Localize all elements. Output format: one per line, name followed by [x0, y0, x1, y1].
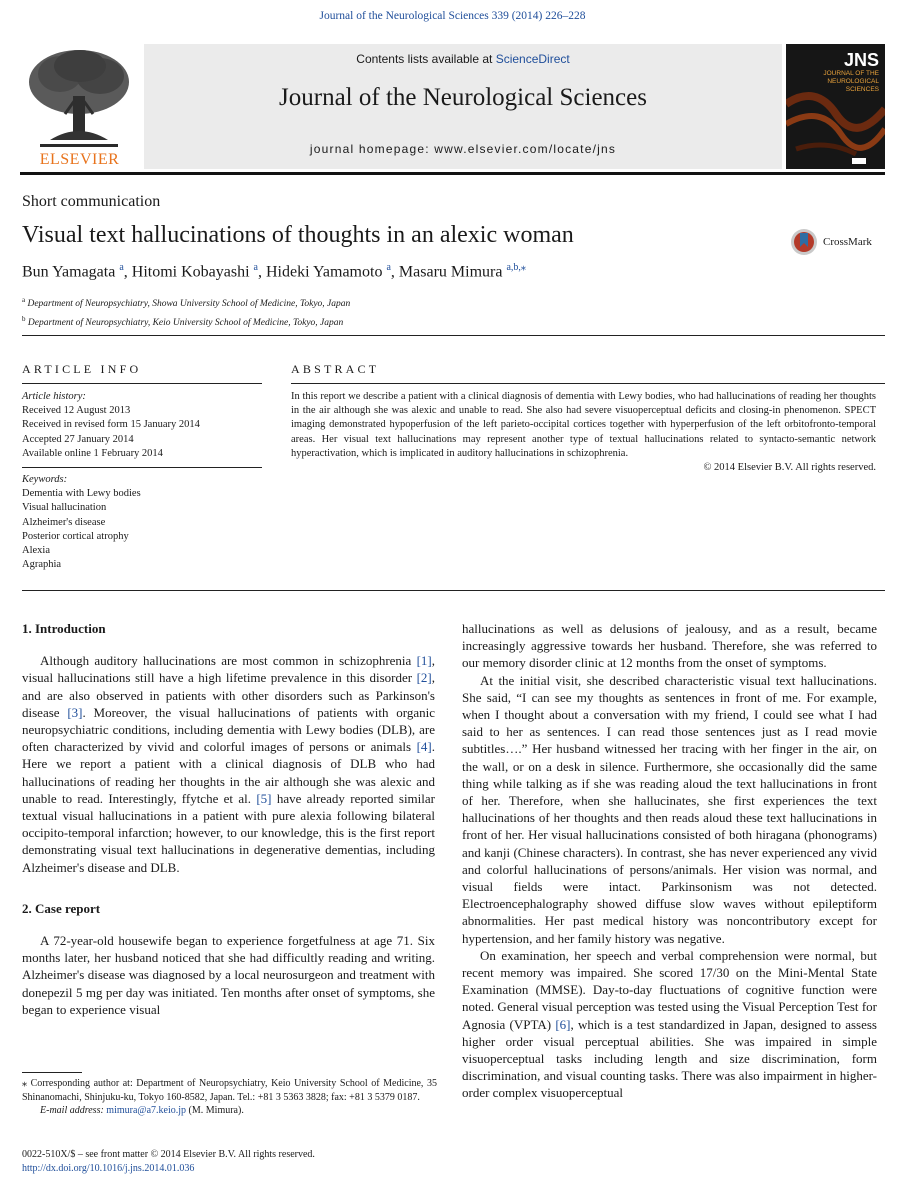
- crossmark-badge[interactable]: [790, 228, 872, 256]
- crossmark-label: CrossMark: [823, 236, 872, 248]
- text-run: On examination, her speech and verbal comprehension were normal, but recent memory was impaired. She scored 17/30 on the Mini-Mental State Examination (MMSE). Day-to-day fluctuations of cognitive function were noted. General visual perception was tested using the Visual Perception Test for Agnosia (VPTA): [462, 947, 877, 1032]
- affiliation-mark: b: [22, 315, 26, 324]
- left-column: [22, 620, 435, 1018]
- introduction-paragraph: [22, 652, 435, 876]
- author-affil-mark[interactable]: a: [119, 262, 124, 273]
- text-run: . Here we report a patient with a clinical diagnosis of DLB who had hallucinations of reading her thoughts in the air although she was alexic and unable to read. Interestingly, ffytche et al.: [22, 739, 435, 806]
- case-report-heading: 2. Case report: [22, 900, 101, 916]
- footnote-text: ⁎ Corresponding author at: Department of Neuropsychiatry, Keio University School of Medicine, 35 Shinanomachi, Shinjuku-ku, Tokyo 160-8582, Japan. Tel.: +81 3 5363 3828; fax: +81 3 5379 0187.: [22, 1078, 437, 1103]
- author-name[interactable]: Bun Yamagata: [22, 263, 120, 281]
- header-divider: [20, 172, 885, 175]
- text-run: , which is a test standardized in Japan, designed to assess higher order visual perceptual abilities. She was impaired in simple visuoperceptual tasks including length and size discrimination, form discrimination, and visual counting tasks. There was also impairment in higher-order complex visuoperceptual: [462, 1016, 877, 1101]
- affiliation-item: [22, 312, 350, 331]
- footnote-divider: [22, 1072, 82, 1073]
- body-paragraph: At the initial visit, she described characteristic visual text hallucinations. She said, “I can see my thoughts as sentences in front of me. For example, when I thought about a conversation with my friend, I could see what I had said to her as sentences. I can read those sentences just as I read movie subtitles….” Her husband witnessed her tracing with her finger in the air, on the wall, or on a desk in silence. Furthermore, she occasionally did the same thing while talking as if she was reading aloud the text hallucinations in front of her. Therefore, when she hallucinates, she first experiences the text hallucinations of her thoughts and then reads aloud these text hallucinations in front of her. Her visual hallucinations consisted of both hiragana (phonograms) and kanji (Chinese characters). In contrast, she has never experienced any vivid and colorful hallucinations of persons/animals. Her vision was normal, and visual fields were intact. Parkinsonism was not detected. Electroencephalography showed diffuse slow waves without epileptiform abnormalities. Her past medical history was noncontributory except for hypertension, and her family history was negative.: [462, 672, 877, 946]
- page-footer: [22, 1148, 315, 1175]
- article-type: Short communication: [22, 193, 161, 210]
- body-paragraph: hallucinations as well as delusions of jealousy, and as a result, became increasingly aggressive towards her husband. Therefore, she was referred to our memory disorder clinic at 12 months from the onset of symptoms.: [462, 621, 877, 671]
- citation-link[interactable]: [1]: [416, 653, 432, 669]
- abstract-rule: [291, 383, 885, 384]
- affiliation-mark: a: [22, 296, 26, 304]
- text-run: , and are also observed in patients with other disorders such as Parkinson's disease: [22, 670, 435, 720]
- body-paragraph: [462, 947, 877, 1102]
- abstract-body: [291, 390, 876, 475]
- text-run: Although auditory hallucinations are most common in schizophrenia: [40, 653, 417, 669]
- author-list: [22, 262, 526, 281]
- corresponding-author-footnote: [22, 1077, 437, 1118]
- history-item: Received 12 August 2013: [22, 405, 131, 417]
- citation-link[interactable]: [6]: [555, 1016, 571, 1032]
- journal-cover: [786, 44, 885, 169]
- keyword-item: Alzheimer's disease: [22, 516, 106, 528]
- article-info: [22, 390, 262, 572]
- history-item: Accepted 27 January 2014: [22, 433, 134, 445]
- introduction-heading: 1. Introduction: [22, 621, 106, 636]
- author-name[interactable]: , Masaru Mimura: [390, 263, 507, 281]
- text-run: . Moreover, the visual hallucinations of patients with organic neuropsychiatric conditions, including dementia with Lewy bodies (DLB), are often characterized by vivid and colorful images of persons or animals: [22, 704, 435, 755]
- contents-line: [144, 52, 782, 66]
- keyword-item: Dementia with Lewy bodies: [22, 488, 141, 500]
- history-label: Article history:: [22, 391, 86, 402]
- citation-link[interactable]: [3]: [67, 704, 83, 720]
- email-suffix: (M. Mimura).: [186, 1105, 244, 1116]
- footnote-email: [22, 1104, 437, 1118]
- affiliation-text: Department of Neuropsychiatry, Showa University School of Medicine, Tokyo, Japan: [27, 299, 351, 310]
- journal-reference[interactable]: Journal of the Neurological Sciences 339 (2014) 226–228: [319, 10, 586, 22]
- article-info-heading: ARTICLE INFO: [22, 362, 142, 376]
- citation-link[interactable]: [5]: [256, 790, 272, 806]
- publisher-name: ELSEVIER: [39, 151, 120, 168]
- body-divider: [22, 590, 885, 591]
- affiliations: [22, 293, 350, 331]
- email-link[interactable]: mimura@a7.keio.jp: [106, 1105, 187, 1116]
- contents-prefix: Contents lists available at: [356, 52, 496, 66]
- case-report-paragraph: A 72-year-old housewife began to experience forgetfulness at age 71. Six months later, her husband noticed that she had difficultly reading and writing. Alzheimer's disease was diagnosed by a local neurosurgeon and treatment with donepezil 5 mg per day was initiated. Ten months after onset of symptoms, she began to experience visual: [22, 933, 435, 1017]
- article-info-rule: [22, 383, 262, 384]
- affiliation-item: [22, 293, 350, 312]
- affiliation-text: Department of Neuropsychiatry, Keio University School of Medicine, Tokyo, Japan: [27, 318, 344, 329]
- keywords-label: Keywords:: [22, 474, 68, 486]
- sciencedirect-link[interactable]: ScienceDirect: [495, 52, 570, 66]
- front-matter-divider: [22, 335, 885, 336]
- journal-header: [20, 44, 885, 169]
- journal-homepage[interactable]: journal homepage: www.elsevier.com/locate/jns: [309, 142, 617, 156]
- history-item: Available online 1 February 2014: [22, 447, 163, 459]
- citation-link[interactable]: [2]: [416, 670, 432, 686]
- keywords-divider: [22, 467, 262, 468]
- keyword-item: Alexia: [22, 545, 50, 557]
- tree-icon: [20, 44, 138, 148]
- right-column: [462, 620, 877, 1102]
- doi-link[interactable]: http://dx.doi.org/10.1016/j.jns.2014.01.036: [22, 1162, 195, 1174]
- author-affil-mark[interactable]: a: [386, 262, 391, 273]
- author-name[interactable]: , Hideki Yamamoto: [258, 263, 387, 281]
- abstract-copyright: © 2014 Elsevier B.V. All rights reserved.: [703, 462, 876, 474]
- cover-subtitle: JOURNAL OF THE NEUROLOGICAL SCIENCES: [823, 70, 879, 93]
- issn-line: 0022-510X/$ – see front matter © 2014 Elsevier B.V. All rights reserved.: [22, 1149, 315, 1160]
- email-label: E-mail address:: [40, 1105, 107, 1116]
- history-item: Received in revised form 15 January 2014: [22, 419, 200, 431]
- cover-title: JNS: [843, 50, 879, 70]
- text-run: have already reported similar textual visual hallucinations in a patient with pure alexia following bilateral occipito-temporal infarction; however, to our knowledge, this is the first report demonstrating visual text hallucinations in degenerative dementias, including Alzheimer's disease and DLB.: [22, 790, 435, 875]
- journal-banner: [144, 44, 782, 169]
- text-run: , visual hallucinations still have a high lifetime prevalence in this disorder: [22, 653, 435, 686]
- citation-link[interactable]: [4]: [416, 739, 432, 755]
- abstract-text: In this report we describe a patient with a clinical diagnosis of dementia with Lewy bodies, who had hallucinations of reading her thoughts in the air although she was alexic and unable to read. She also had severe visuoperceptual deficits and closing-in phenomenon. SPECT imaging demonstrated hypoperfusion of the left parieto-occipital cortices together with hyperperfusion of the left orbitofronto-temporal areas. Her visual text hallucinations may represent another type of textual hallucinations related to syntacto-semantic network hyperactivation, which is implicated in auditory hallucinations in schizophrenia.: [291, 391, 876, 459]
- author-affil-mark[interactable]: a: [253, 262, 258, 273]
- author-affil-mark[interactable]: a,b,⁎: [506, 262, 526, 273]
- keyword-item: Posterior cortical atrophy: [22, 530, 129, 542]
- journal-title: Journal of the Neurological Sciences: [279, 84, 647, 111]
- author-name[interactable]: , Hitomi Kobayashi: [123, 263, 254, 281]
- elsevier-tree-logo: [20, 44, 138, 169]
- abstract-heading: ABSTRACT: [291, 362, 380, 376]
- paper-title: Visual text hallucinations of thoughts in an alexic woman: [22, 222, 574, 248]
- crossmark-icon: [790, 228, 818, 256]
- keyword-item: Agraphia: [22, 559, 62, 571]
- keyword-item: Visual hallucination: [22, 502, 107, 514]
